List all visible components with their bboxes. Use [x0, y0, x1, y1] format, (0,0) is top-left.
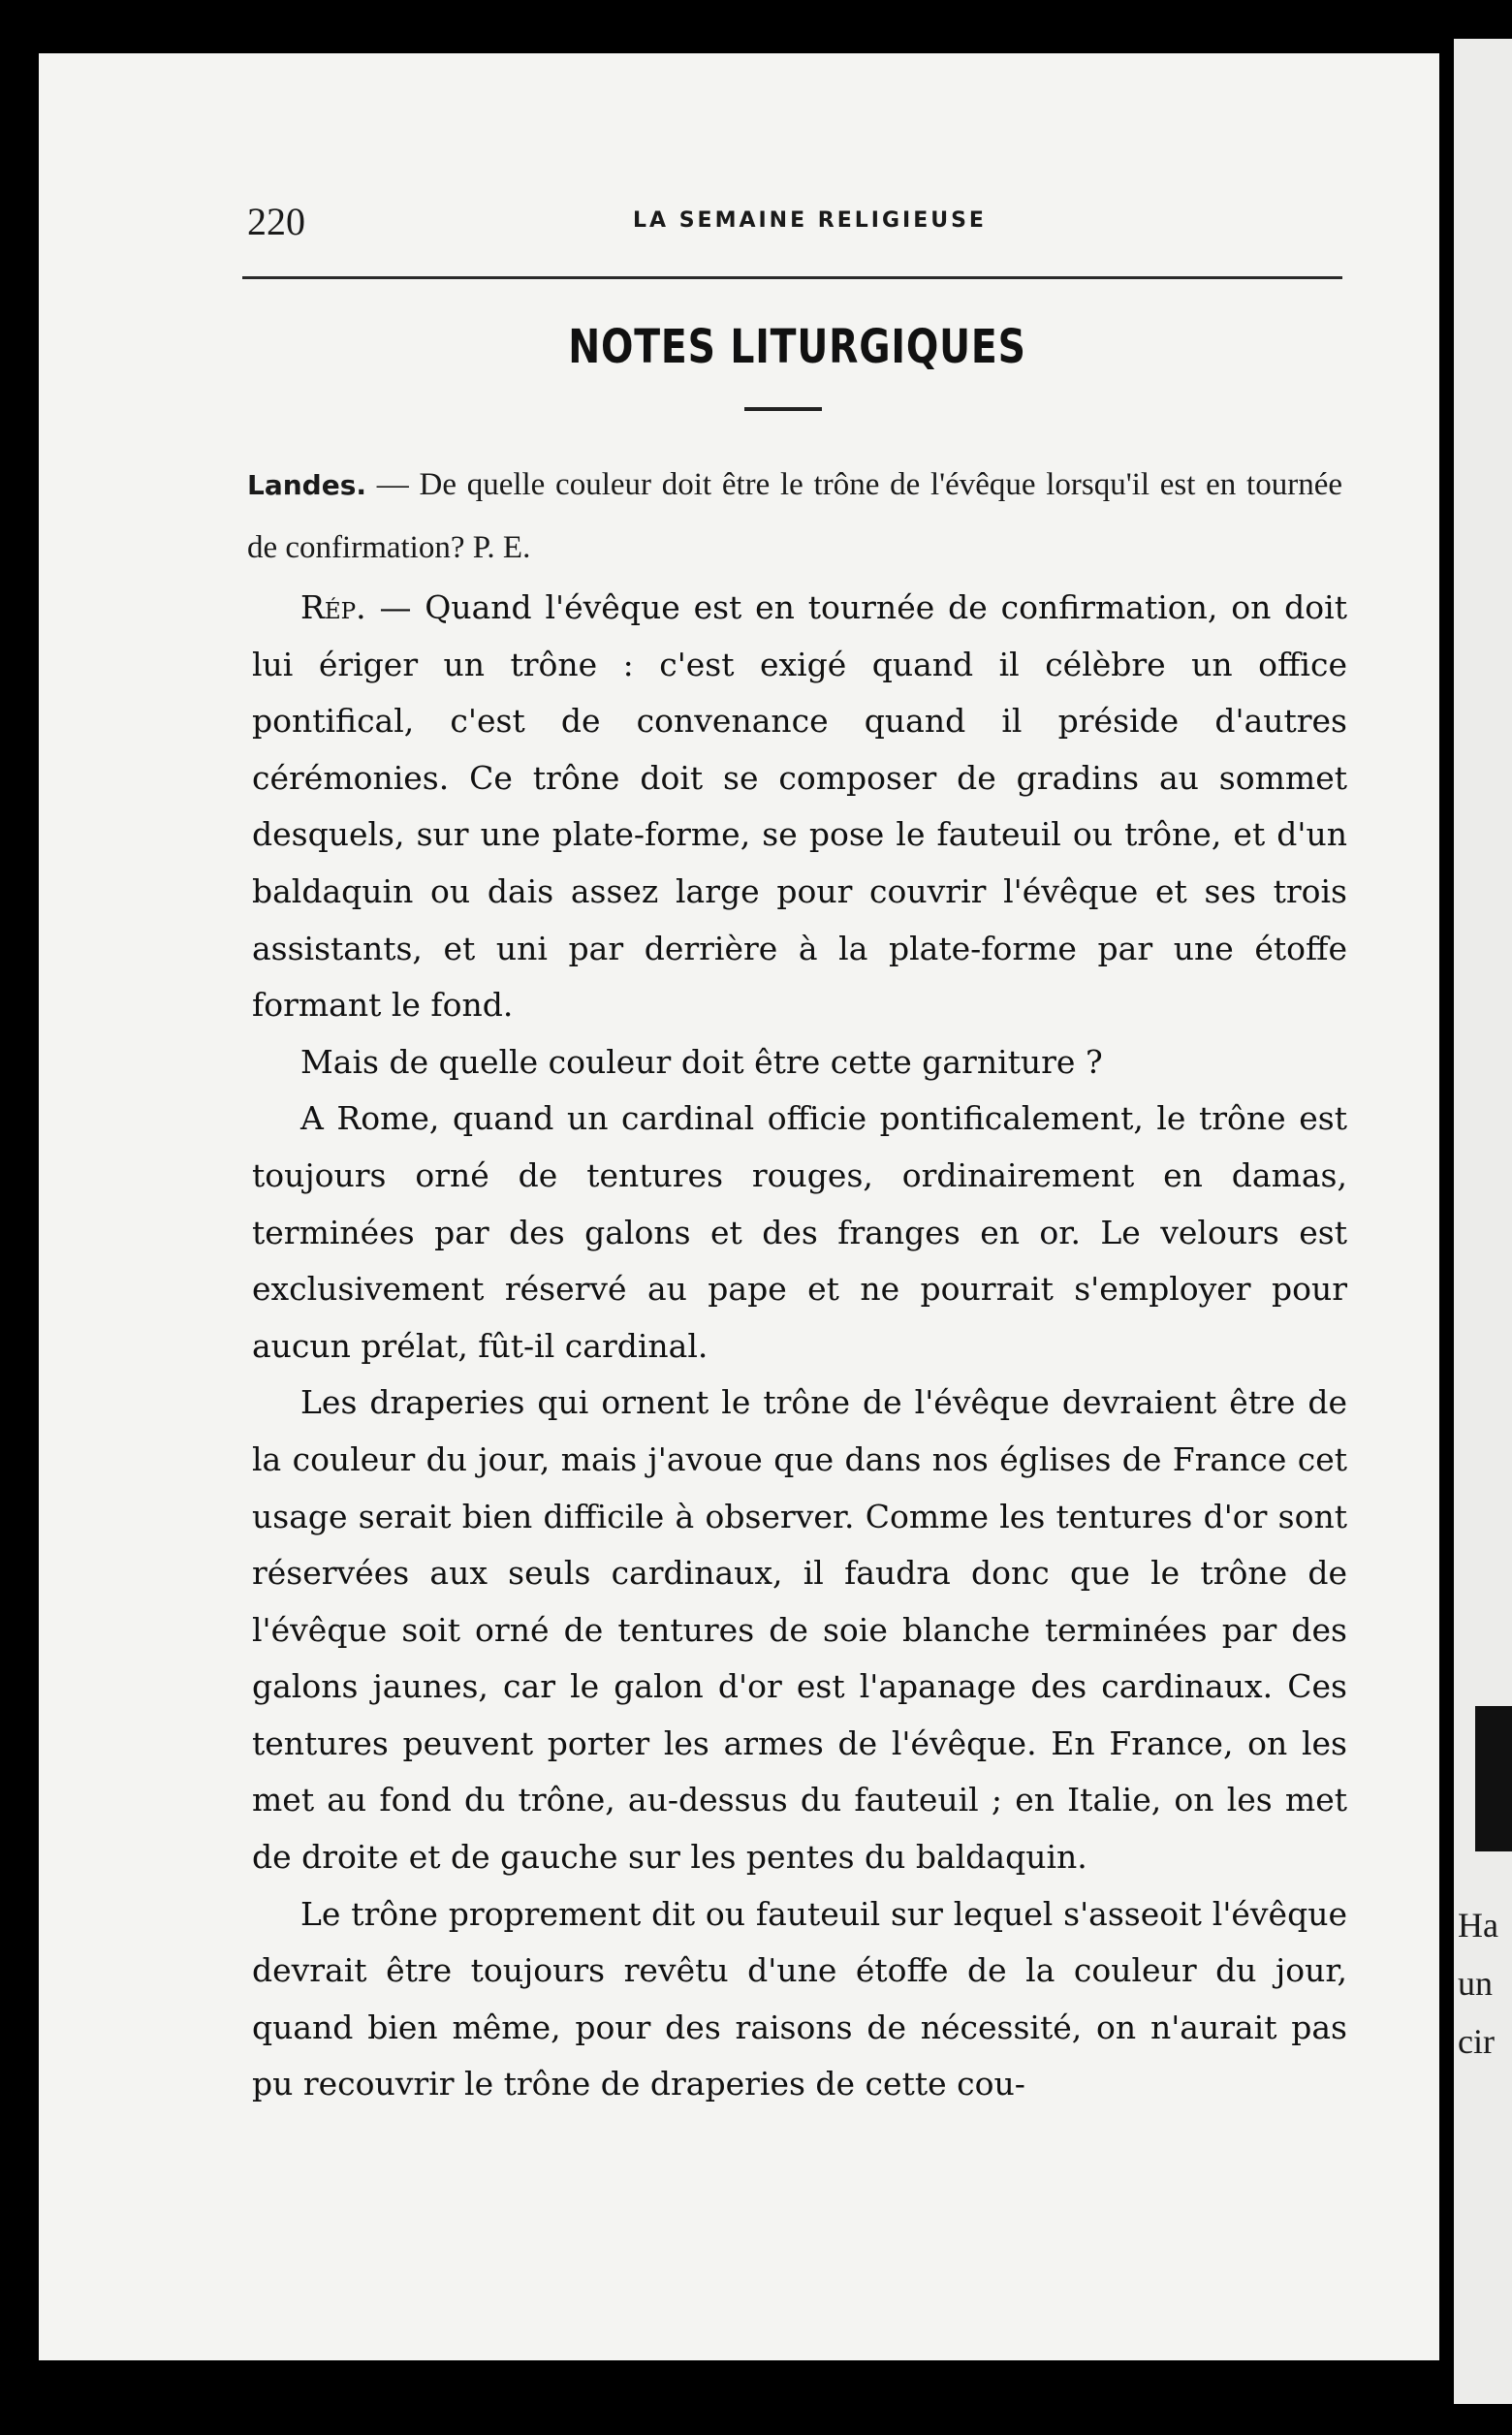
question-text: — De quelle couleur doit être le trône de l'évêque lorsqu'il est en tournée de confirmation? P. E. — [247, 467, 1342, 565]
answer-paragraph: Les draperies qui ornent le trône de l'évêque devraient être de la couleur du jour, mais j'avoue que dans nos églises de France cet usage serait bien difficile à observer. Comme les tentures d'or sont réservées aux seuls cardinaux, il faudra donc que le trône de l'évêque soit orné de tentures de soie blanche terminées par des galons jaunes, car le galon d'or est l'apanage des cardinaux. Ces tentures peuvent porter les armes de l'évêque. En France, on les met au fond du trône, au-dessus du fauteuil ; en Italie, on les met de droite et de gauche sur les pentes du baldaquin. — [252, 1383, 1347, 1877]
page-number: 220 — [247, 200, 305, 243]
adjacent-fragment: Ha — [1458, 1906, 1498, 1945]
running-title: LA SEMAINE RELIGIEUSE — [633, 208, 987, 233]
answer-paragraph: Mais de quelle couleur doit être cette garniture ? — [300, 1042, 1103, 1081]
adjacent-drop-initial — [1475, 1706, 1512, 1851]
question-lead: Landes. — [247, 469, 367, 501]
reader-question — [247, 454, 1342, 579]
adjacent-fragment: cir — [1458, 2022, 1495, 2061]
answer-paragraph: A Rome, quand un cardinal officie pontificalement, le trône est toujours orné de tentures rouges, ordinairement en damas, terminées par des galons et des franges en or. Le velours est exclusivement réservé au pape et ne pourrait s'employer pour aucun prélat, fût-il cardinal. — [252, 1099, 1347, 1365]
section-title: NOTES LITURGIQUES — [568, 320, 1026, 374]
header-rule — [242, 276, 1342, 279]
running-head — [247, 199, 1342, 247]
answer-paragraph — [252, 580, 1347, 1034]
title-rule — [744, 407, 822, 411]
adjacent-page-edge — [1454, 39, 1512, 2404]
answer-body — [252, 580, 1347, 2113]
answer-lead: Rép. — [300, 588, 366, 626]
adjacent-fragment: un — [1458, 1964, 1493, 2003]
answer-paragraph-text: — Quand l'évêque est en tournée de confirmation, on doit lui ériger un trône : c'est exigé quand il célèbre un office pontifical, c'est de convenance quand il préside d'autres cérémonies. Ce trône doit se composer de gradins au sommet desquels, sur une plate-forme, se pose le fauteuil ou trône, et d'un baldaquin ou dais assez large pour couvrir l'évêque et ses trois assistants, et uni par derrière à la plate-forme par une étoffe formant le fond. — [252, 588, 1347, 1025]
answer-paragraph: Le trône proprement dit ou fauteuil sur lequel s'asseoit l'évêque devrait être toujours revêtu d'une étoffe de la couleur du jour, quand bien même, pour des raisons de nécessité, on n'aurait pas pu recouvrir le trône de draperies de cette cou- — [252, 1894, 1347, 2103]
